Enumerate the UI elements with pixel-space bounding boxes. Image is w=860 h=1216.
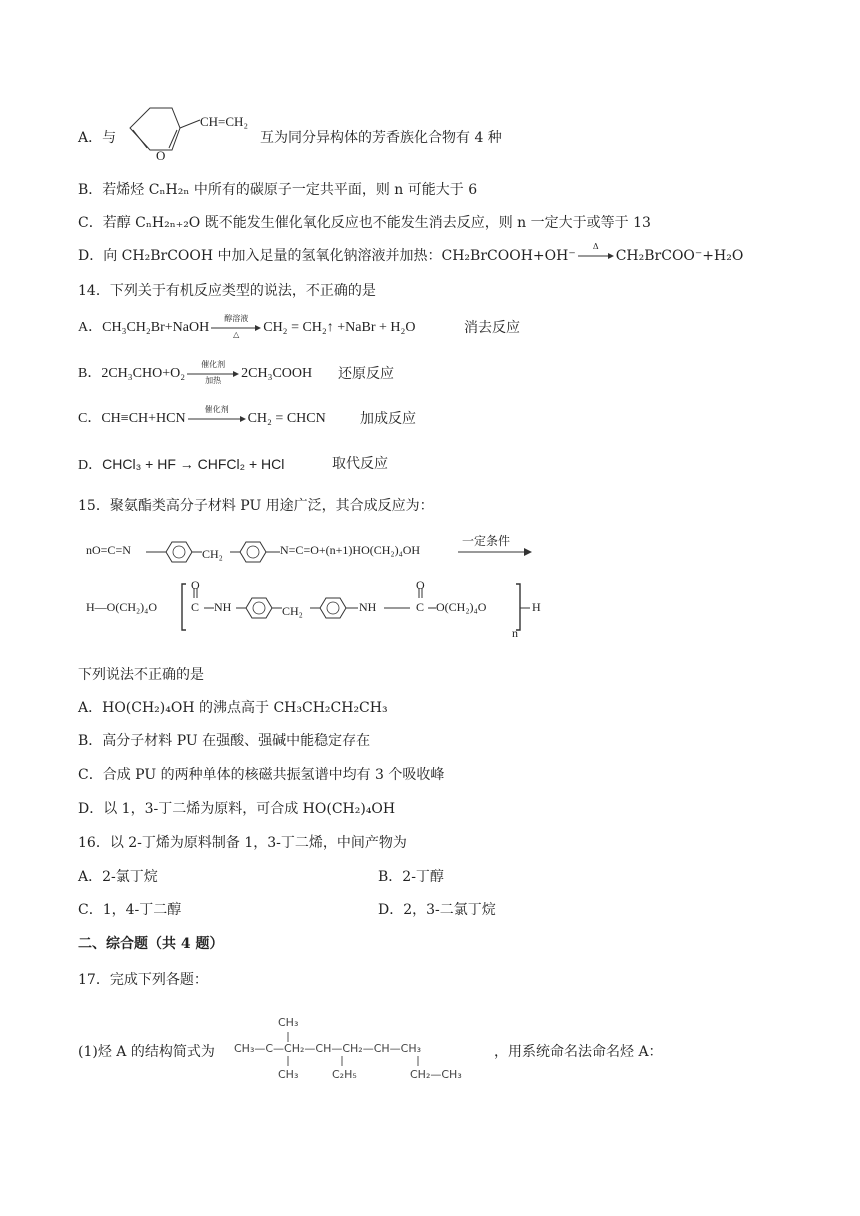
arrow-condition: Δ xyxy=(592,242,599,251)
q14-a-left: CH₃CH₂Br+NaOH xyxy=(102,320,210,336)
q15-option-b: B．高分子材料 PU 在强酸、强碱中能稳定存在 xyxy=(78,733,371,749)
q13-a-prefix: A．与 xyxy=(78,130,117,146)
q15-stem: 15．聚氨酯类高分子材料 PU 用途广泛，其合成反应为： xyxy=(78,498,434,514)
q13-a-suffix: 互为同分异构体的芳香族化合物有 4 种 xyxy=(260,130,502,146)
q17-structure-a xyxy=(234,1012,484,1088)
r2-c1: C xyxy=(191,600,200,614)
q14-option-a xyxy=(78,314,416,339)
q14-option-c xyxy=(78,405,326,429)
q14-a-right: CH₂ = CH₂↑ +NaBr + H₂O xyxy=(263,320,416,336)
q15-reaction-line2 xyxy=(86,578,556,642)
q14-c-left: CH≡CH+HCN xyxy=(101,411,186,427)
arrow-top: 催化剂 xyxy=(201,360,226,369)
pyran-structure xyxy=(120,98,260,170)
q16-option-c: C．1，4-丁二醇 xyxy=(78,902,182,918)
r2-n: n xyxy=(512,626,518,640)
arrow-top: 催化剂 xyxy=(204,405,229,414)
q13-option-b: B．若烯烃 CₙH₂ₙ 中所有的碳原子一定共平面，则 n 可能大于 6 xyxy=(78,182,478,198)
q15-reaction-line1 xyxy=(86,532,546,568)
r1-part-b: N=C=O+(n+1)HO(CH₂)₄OH xyxy=(280,543,421,557)
r1-condition: 一定条件 xyxy=(462,534,511,548)
q14-c-label: C． xyxy=(78,411,102,427)
section-heading: 二、综合题（共 4 题） xyxy=(78,936,224,952)
r2-part-a: H—O(CH₂)₄O xyxy=(86,600,158,614)
q14-c-arrow xyxy=(188,405,246,429)
q15-option-a: A．HO(CH₂)₄OH 的沸点高于 CH₃CH₂CH₂CH₃ xyxy=(78,700,388,716)
ring-drawing xyxy=(120,98,260,170)
q13-d-prefix: D．向 CH₂BrCOOH 中加入足量的氢氧化钠溶液并加热：CH₂BrCOOH+OH⁻ xyxy=(78,248,576,264)
q14-a-arrow xyxy=(211,314,261,339)
r2-nh1: NH xyxy=(214,600,232,614)
q14-b-arrow xyxy=(187,360,239,385)
r2-ch2: CH₂ xyxy=(282,604,303,618)
r2-c2: C xyxy=(416,600,425,614)
q16-option-b: B．2-丁醇 xyxy=(378,869,444,885)
q13-option-c: C．若醇 CₙH₂ₙ₊₂O 既不能发生催化氧化反应也不能发生消去反应，则 n 一定大于或等于 13 xyxy=(78,215,651,231)
q14-d-label: D． xyxy=(78,458,103,473)
q13-option-a xyxy=(78,128,116,148)
q17-part1-suffix: ，用系统命名法命名烃 A： xyxy=(494,1044,663,1060)
struct-bottom-ch3: CH₃ xyxy=(278,1068,299,1081)
q17-part1-prefix: (1)烃 A 的结构简式为 xyxy=(78,1044,215,1060)
q14-b-label: B． xyxy=(78,366,102,382)
q17-stem: 17．完成下列各题： xyxy=(78,972,208,988)
struct-c2h5: C₂H₅ xyxy=(332,1068,357,1081)
arrow-bottom: △ xyxy=(233,330,240,339)
q15-option-d: D．以 1，3-丁二烯为原料，可合成 HO(CH₂)₄OH xyxy=(78,801,396,817)
ring-oxygen: O xyxy=(156,148,166,163)
q13-d-suffix: CH₂BrCOO⁻+H₂O xyxy=(615,248,744,264)
r1-part-a: nO=C=N xyxy=(86,543,131,557)
q16-stem: 16．以 2-丁烯为原料制备 1，3-丁二烯，中间产物为 xyxy=(78,835,407,851)
q14-a-label: A． xyxy=(78,320,103,336)
q14-option-b xyxy=(78,360,313,385)
q14-stem: 14．下列关于有机反应类型的说法，不正确的是 xyxy=(78,283,376,299)
q14-b-right: 2CH₃COOH xyxy=(241,366,313,382)
q15-ask: 下列说法不正确的是 xyxy=(78,667,204,683)
r1-ch2: CH₂ xyxy=(202,547,223,561)
q14-c-type: 加成反应 xyxy=(360,411,416,427)
arrow-bottom: 加热 xyxy=(205,376,222,385)
q14-d-eq: CHCl₃ + HF → CHFCl₂ + HCl xyxy=(102,456,285,472)
q14-b-left: 2CH₃CHO+O₂ xyxy=(101,366,186,382)
q13-option-d xyxy=(78,242,744,266)
q16-option-a: A．2-氯丁烷 xyxy=(78,869,158,885)
q14-d-type: 取代反应 xyxy=(332,456,388,472)
q14-a-type: 消去反应 xyxy=(464,320,520,336)
struct-ch2ch3: CH₂—CH₃ xyxy=(410,1068,462,1081)
struct-top-ch3: CH₃ xyxy=(278,1016,299,1029)
struct-main-chain: CH₃—C—CH₂—CH—CH₂—CH—CH₃ xyxy=(234,1042,422,1055)
q14-c-right: CH₂ = CHCN xyxy=(247,411,326,427)
r2-h: H xyxy=(532,600,541,614)
q13-d-arrow xyxy=(578,242,614,266)
arrow-top: 醇溶液 xyxy=(224,314,249,323)
r2-o1: O xyxy=(191,578,200,592)
q14-b-type: 还原反应 xyxy=(338,366,394,382)
r2-part-b: O(CH₂)₄O xyxy=(436,600,487,614)
vinyl-group: CH=CH₂ xyxy=(200,114,248,129)
q15-option-c: C．合成 PU 的两种单体的核磁共振氢谱中均有 3 个吸收峰 xyxy=(78,767,445,783)
q14-option-d xyxy=(78,454,284,476)
r2-nh2: NH xyxy=(359,600,377,614)
q16-option-d: D．2，3-二氯丁烷 xyxy=(378,902,496,918)
r2-o2: O xyxy=(416,578,425,592)
